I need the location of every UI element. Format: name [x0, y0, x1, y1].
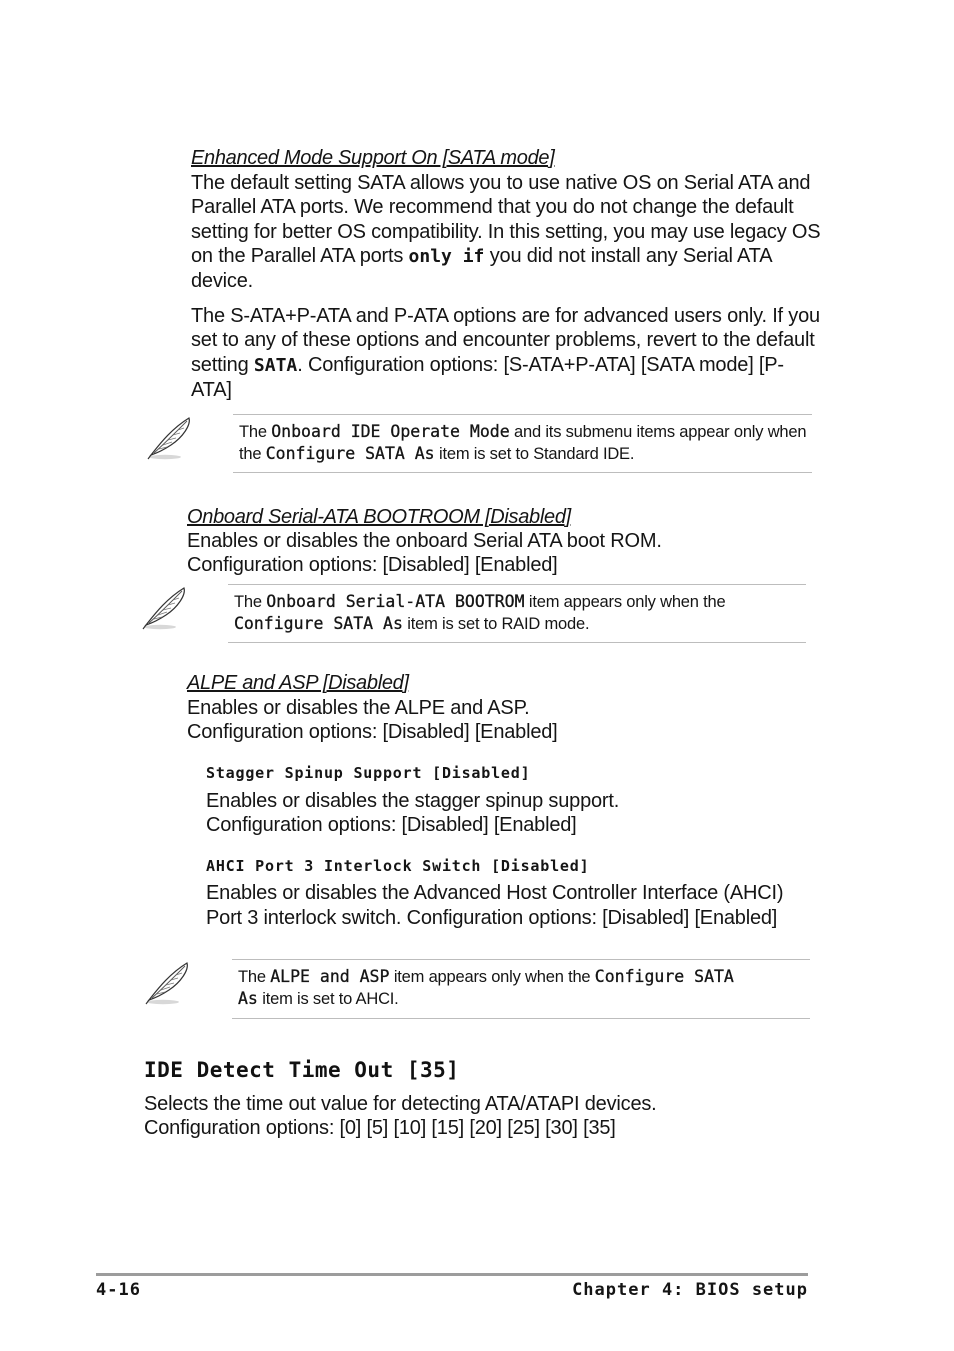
chapter-title: Chapter 4: BIOS setup: [572, 1280, 808, 1300]
note3-code-2a: Configure SATA: [594, 967, 734, 986]
footer-divider: [96, 1273, 808, 1276]
note-text-1: [239, 421, 819, 465]
bootroom-line-1: Enables or disables the onboard Serial ATA boot ROM.: [187, 530, 662, 552]
stagger-spinup-heading: Stagger Spinup Support [Disabled]: [206, 764, 531, 782]
stagger-spinup-line-1: Enables or disables the stagger spinup support.: [206, 790, 620, 812]
note1-text-3: item is set to Standard IDE.: [434, 445, 635, 463]
note1-text-2: and its submenu items appear only when the: [239, 423, 807, 463]
para2-text-before: The S-ATA+P-ATA and P-ATA options are for advanced users only. If you set to any of these options and encounter problems, revert to the default setting: [191, 305, 820, 376]
pen-icon: [145, 415, 195, 463]
note2-code-1: Onboard Serial-ATA BOOTROM: [266, 592, 525, 611]
ide-detect-line-1: Selects the time out value for detecting ATA/ATAPI devices.: [144, 1093, 657, 1115]
stagger-spinup-line-2: Configuration options: [Disabled] [Enabled]: [206, 814, 577, 836]
note2-text-3: item is set to RAID mode.: [402, 615, 590, 633]
note2-text: The: [234, 593, 267, 611]
para2-text-after: . Configuration options: [S-ATA+P-ATA] [SATA mode] [P-ATA]: [191, 353, 784, 401]
ahci-interlock-line-2: Port 3 interlock switch. Configuration options: [Disabled] [Enabled]: [206, 907, 778, 929]
note3-text-3: item is set to AHCI.: [257, 990, 399, 1008]
note3-code-2b: As: [238, 989, 258, 1008]
pen-icon: [140, 585, 190, 633]
bootroom-heading: Onboard Serial-ATA BOOTROOM [Disabled]: [187, 506, 571, 528]
ide-detect-line-2: Configuration options: [0] [5] [10] [15] [20] [25] [30] [35]: [144, 1117, 616, 1139]
pen-icon: [143, 960, 193, 1008]
enhanced-mode-paragraph-1: [191, 171, 823, 293]
para1-emphasis: only if: [408, 245, 485, 267]
note1-code-2: Configure SATA As: [265, 444, 435, 463]
page-number: 4-16: [96, 1280, 141, 1300]
note1-code-1: Onboard IDE Operate Mode: [271, 422, 510, 441]
alpe-asp-line-2: Configuration options: [Disabled] [Enabled]: [187, 721, 558, 743]
para2-emphasis: SATA: [253, 354, 298, 376]
note3-text-2: item appears only when the: [389, 968, 595, 986]
note2-code-2: Configure SATA As: [234, 614, 403, 633]
note2-text-2: item appears only when the: [524, 593, 726, 611]
note-text-3: [238, 966, 813, 1010]
enhanced-mode-paragraph-2: [191, 304, 823, 402]
note1-text: The: [239, 423, 272, 441]
note3-code-1: ALPE and ASP: [270, 967, 390, 986]
para1-text-before: The default setting SATA allows you to use native OS on Serial ATA and Parallel ATA ports. We recommend that you do not change the default setting for better OS compatibility. In this setting, you may use legacy OS on the Parallel ATA ports: [191, 172, 821, 267]
note3-text: The: [238, 968, 271, 986]
enhanced-mode-heading: Enhanced Mode Support On [SATA mode]: [191, 147, 555, 169]
ahci-interlock-heading: AHCI Port 3 Interlock Switch [Disabled]: [206, 857, 590, 875]
note-text-2: [234, 591, 809, 635]
bootroom-line-2: Configuration options: [Disabled] [Enabled]: [187, 554, 558, 576]
para1-text-after: you did not install any Serial ATA device.: [191, 244, 772, 293]
alpe-asp-heading: ALPE and ASP [Disabled]: [187, 672, 409, 694]
alpe-asp-line-1: Enables or disables the ALPE and ASP.: [187, 697, 530, 719]
ahci-interlock-line-1: Enables or disables the Advanced Host Controller Interface (AHCI): [206, 882, 784, 904]
ide-detect-timeout-heading: IDE Detect Time Out [35]: [144, 1058, 460, 1082]
